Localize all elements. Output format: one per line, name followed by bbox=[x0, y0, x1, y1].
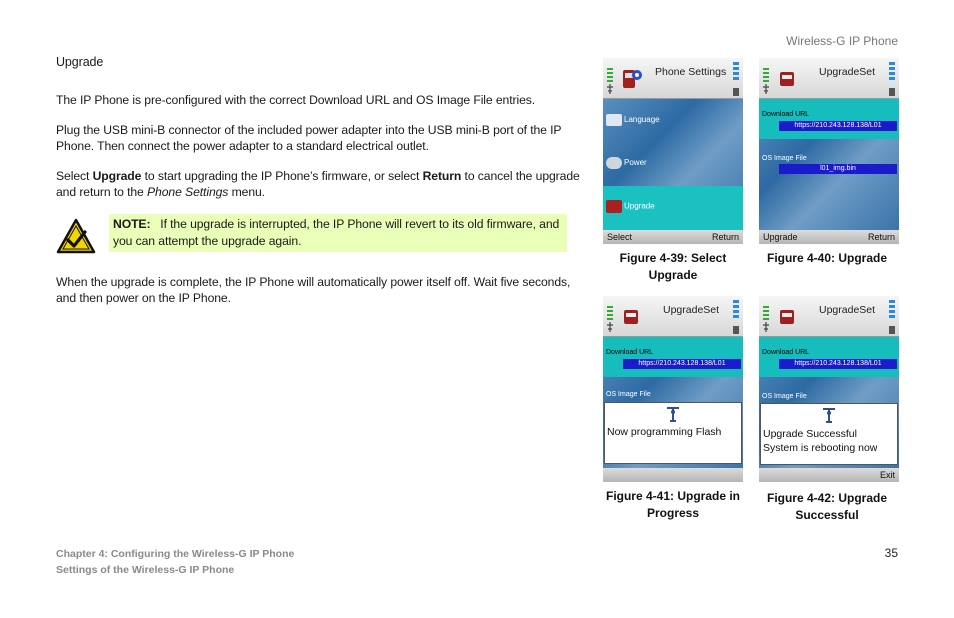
language-icon bbox=[606, 114, 622, 126]
figure-4-39-screen bbox=[603, 58, 743, 244]
battery-icon bbox=[888, 300, 896, 334]
signal-icon bbox=[762, 306, 770, 332]
p3-upgrade-term: Upgrade bbox=[92, 169, 142, 183]
os-image-label: OS Image File bbox=[606, 391, 651, 398]
title-bar bbox=[603, 296, 743, 337]
figure-4-40-caption: Figure 4-40: Upgrade bbox=[766, 251, 888, 265]
menu-label: Upgrade bbox=[624, 201, 655, 211]
download-band bbox=[759, 99, 899, 139]
p3-return-term: Return bbox=[422, 169, 462, 183]
download-url-field[interactable]: https://210.243.128.138/L01 bbox=[623, 359, 741, 369]
battery-icon bbox=[888, 62, 896, 96]
softkey-upgrade[interactable]: Upgrade bbox=[763, 232, 798, 242]
note-label: NOTE: bbox=[113, 217, 151, 231]
title-bar bbox=[759, 58, 899, 99]
title-bar bbox=[603, 58, 743, 99]
softkey-bar bbox=[603, 230, 743, 244]
success-message bbox=[763, 427, 877, 455]
p3-text-g: menu. bbox=[228, 185, 265, 199]
download-url-label: Download URL bbox=[762, 349, 810, 356]
download-band bbox=[759, 337, 899, 377]
p3-menu-name: Phone Settings bbox=[147, 185, 229, 199]
softkey-bar bbox=[603, 468, 743, 482]
paragraph-2: Plug the USB mini-B connector of the included power adapter into the USB mini-B port of the IP Phone. Then connect the power adapter to a standard electrical outlet. bbox=[56, 123, 562, 153]
menu-item-language[interactable] bbox=[606, 114, 660, 126]
screen-title: UpgradeSet bbox=[663, 304, 720, 316]
p3-text-c: to start upgrading the IP Phone’s firmware, or select bbox=[141, 169, 423, 183]
figure-4-42-caption: Figure 4-42: Upgrade Successful bbox=[766, 491, 888, 522]
paragraph-1: The IP Phone is pre-configured with the correct Download URL and OS Image File entries. bbox=[56, 93, 536, 107]
note-box bbox=[56, 214, 591, 256]
warning-icon bbox=[56, 218, 96, 254]
softkey-select[interactable]: Select bbox=[607, 232, 633, 242]
progress-message: Now programming Flash bbox=[607, 426, 722, 438]
softkey-bar bbox=[759, 468, 899, 482]
title-bar bbox=[759, 296, 899, 337]
signal-icon bbox=[762, 68, 770, 94]
figure-4-41-screen bbox=[603, 296, 743, 482]
upgrade-icon bbox=[621, 304, 643, 328]
screen-title: Phone Settings bbox=[655, 66, 727, 78]
page-number: 35 bbox=[884, 546, 898, 560]
note-body: If the upgrade is interrupted, the IP Phone will revert to its old firmware, and you can attempt the upgrade again. bbox=[113, 217, 560, 248]
section-body bbox=[56, 54, 591, 320]
softkey-return[interactable]: Return bbox=[867, 232, 895, 242]
os-image-label: OS Image File bbox=[762, 155, 807, 162]
running-header: Wireless-G IP Phone bbox=[786, 34, 898, 48]
note-text bbox=[109, 214, 567, 252]
os-image-field[interactable]: l01_img.bin bbox=[779, 164, 897, 174]
upgrade-icon bbox=[777, 66, 799, 90]
success-line-1: Upgrade Successful bbox=[763, 428, 857, 440]
upgrade-icon bbox=[777, 304, 799, 328]
phone-settings-icon bbox=[621, 66, 643, 90]
paragraph-3 bbox=[56, 168, 591, 200]
p3-text-e: to cancel the upgrade and return to the bbox=[56, 169, 580, 199]
menu-label: Language bbox=[624, 115, 660, 125]
antenna-icon bbox=[821, 406, 837, 424]
softkey-return[interactable]: Return bbox=[711, 232, 739, 242]
menu-label: Power bbox=[624, 158, 647, 168]
download-band bbox=[603, 337, 743, 377]
p3-text-a: Select bbox=[56, 169, 93, 183]
download-url-field[interactable]: https://210.243.128.138/L01 bbox=[779, 359, 897, 369]
softkey-exit[interactable]: Exit bbox=[879, 470, 895, 480]
download-url-label: Download URL bbox=[606, 349, 654, 356]
footer bbox=[56, 546, 294, 578]
section-heading: Upgrade bbox=[56, 55, 104, 69]
footer-chapter: Chapter 4: Configuring the Wireless-G IP Phone bbox=[56, 548, 295, 560]
download-url-label: Download URL bbox=[762, 111, 810, 118]
signal-icon bbox=[606, 306, 614, 332]
screen-title: UpgradeSet bbox=[819, 66, 876, 78]
os-image-label: OS Image File bbox=[762, 393, 807, 400]
figure-4-40-screen bbox=[759, 58, 899, 244]
figure-4-39-caption: Figure 4-39: Select Upgrade bbox=[619, 251, 727, 282]
screen-title: UpgradeSet bbox=[819, 304, 876, 316]
battery-icon bbox=[732, 300, 740, 334]
softkey-bar bbox=[759, 230, 899, 244]
menu-item-power[interactable] bbox=[606, 157, 647, 169]
success-line-2: System is rebooting now bbox=[763, 442, 878, 454]
success-dialog bbox=[760, 403, 898, 465]
battery-icon bbox=[732, 62, 740, 96]
signal-icon bbox=[606, 68, 614, 94]
antenna-icon bbox=[665, 405, 681, 423]
figure-4-41-caption: Figure 4-41: Upgrade in Progress bbox=[605, 489, 741, 520]
download-url-field[interactable]: https://210.243.128.138/L01 bbox=[779, 121, 897, 131]
menu-item-upgrade[interactable] bbox=[606, 200, 655, 213]
figure-4-42-screen bbox=[759, 296, 899, 482]
footer-section: Settings of the Wireless-G IP Phone bbox=[56, 564, 235, 576]
upgrade-icon bbox=[606, 200, 622, 213]
paragraph-4: When the upgrade is complete, the IP Phone will automatically power itself off. Wait five seconds, and then power on the IP Phone. bbox=[56, 275, 571, 305]
power-icon bbox=[606, 157, 622, 169]
progress-dialog bbox=[604, 402, 742, 464]
